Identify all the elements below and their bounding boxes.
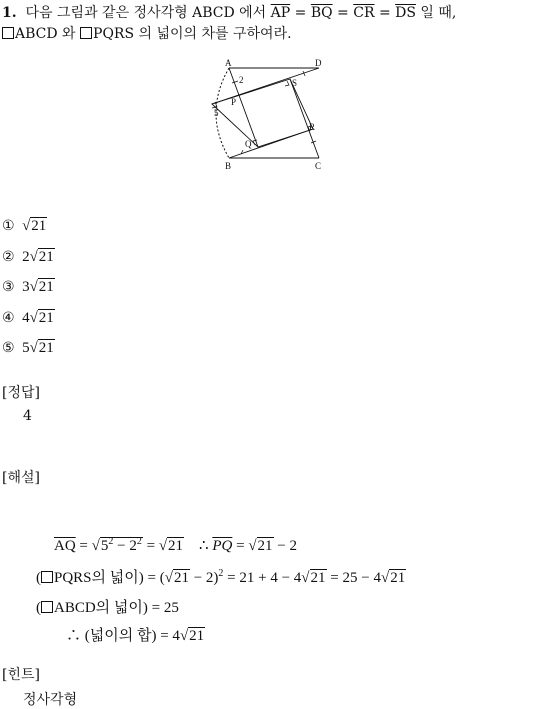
hint-heading: [힌트]: [2, 667, 40, 683]
choice-coefficient: 5: [22, 340, 30, 356]
radicand-2: 2: [129, 538, 137, 554]
result: = 25 − 4: [330, 570, 381, 586]
solution-heading: [해설]: [2, 470, 40, 486]
right-angle-mark-s: [285, 81, 289, 86]
solution-line-3: [36, 596, 179, 617]
label-length-2: 2: [239, 75, 244, 85]
choice-3[interactable]: ③ 3√21: [2, 279, 54, 295]
choice-2[interactable]: ② 2√21: [2, 249, 54, 265]
therefore-symbol: ∴: [199, 538, 209, 554]
open-paren: (: [36, 600, 41, 616]
label-r: R: [309, 122, 316, 132]
choice-coefficient: 4: [22, 310, 30, 326]
choice-4[interactable]: ④ 4√21: [2, 310, 54, 326]
choice-5[interactable]: ⑤ 5√21: [2, 340, 54, 356]
choice-radicand: 21: [38, 340, 54, 356]
equals-sign: =: [378, 5, 391, 21]
geometry-figure: [195, 55, 335, 175]
choice-marker: ②: [2, 249, 15, 265]
tick-mark-ap: [232, 81, 238, 83]
square-pqrs: [212, 79, 316, 147]
radicand-5: 5: [100, 538, 109, 554]
square-symbol: [2, 27, 14, 39]
label-p: P: [231, 97, 237, 107]
choice-coefficient: 3: [22, 279, 30, 295]
segment-ds: $\overline{DS}$: [395, 5, 416, 21]
area-pqrs-label: PQRS의 넓이: [54, 570, 139, 586]
label-length-5: 5: [214, 108, 219, 118]
choice-1[interactable]: ① √21: [2, 218, 47, 234]
square-symbol: [41, 571, 53, 583]
sqrt-21: 21: [310, 570, 326, 586]
choice-marker: ⑤: [2, 340, 15, 356]
therefore-symbol: ∴: [66, 628, 82, 644]
problem-text-square-abcd: ABCD 와: [15, 26, 76, 42]
sqrt-21: 21: [390, 570, 406, 586]
segment-pq: $\overline{PQ}$: [212, 538, 233, 554]
sum-of-areas: (넓이의 합) = 4: [84, 628, 180, 644]
equals-sign: =: [294, 5, 307, 21]
label-c: C: [315, 161, 322, 171]
answer-heading: [정답]: [2, 385, 40, 401]
sqrt-21: 21: [189, 628, 205, 644]
hint-value: 정사각형: [23, 692, 78, 708]
problem-text-square-pqrs: PQRS 의 넓이의 차를 구하여라.: [93, 26, 292, 42]
problem-number: 1.: [2, 5, 17, 21]
segment-aq: $\overline{AQ}$: [54, 538, 76, 554]
solution-line-1: $\overline{AQ} = √5^2 - 2^2 = √21$ ∴ $\overline{PQ} = √21 - 2$: [54, 536, 298, 554]
choice-radicand: 21: [38, 310, 54, 326]
minus-sign: −: [117, 538, 126, 554]
area-abcd-result: ) = 25: [142, 600, 179, 616]
minus-two-paren: − 2): [193, 570, 219, 586]
square-symbol: [80, 27, 92, 39]
open-paren: (: [36, 570, 41, 586]
segment-ap: $\overline{AP}$: [270, 5, 291, 21]
choice-marker: ③: [2, 279, 15, 295]
answer-value: 4: [23, 408, 32, 424]
segment-bq: $\overline{BQ}$: [310, 5, 333, 21]
solution-line-4: ∴ (넓이의 합) = 4√21: [66, 628, 205, 644]
segment-cr: $\overline{CR}$: [353, 5, 375, 21]
equals-sign: =: [236, 538, 245, 554]
close-paren-equals: ) = (: [138, 570, 165, 586]
choice-radicand: 21: [38, 279, 54, 295]
exponent: 2: [218, 568, 224, 579]
choice-radicand: 21: [31, 218, 47, 234]
choice-marker: ④: [2, 310, 15, 326]
exponent: 2: [108, 536, 114, 547]
label-a: A: [225, 58, 232, 68]
area-abcd-label: ABCD의 넓이: [54, 600, 143, 616]
sqrt-21: 21: [168, 538, 184, 554]
sqrt-21: 21: [257, 538, 273, 554]
equals-sign: =: [337, 5, 349, 21]
problem-text-end: 일 때,: [420, 5, 457, 21]
sqrt-21: 21: [173, 570, 189, 586]
expansion: = 21 + 4 − 4: [227, 570, 302, 586]
label-s: S: [292, 78, 298, 88]
line-c-to-s: [290, 79, 319, 158]
problem-line-2: [2, 23, 292, 43]
problem-text: 다음 그림과 같은 정사각형 ABCD 에서: [25, 5, 267, 21]
equals-sign: =: [146, 538, 156, 554]
equals-sign: =: [79, 538, 88, 554]
solution-line-2: ( PQRS의 넓이) = $(√21 - 2)^2 = 21 + 4 - 4√21 = 25 - 4√21$: [36, 568, 406, 586]
label-d: D: [315, 58, 322, 68]
square-symbol: [41, 601, 53, 613]
problem-line-1: [2, 2, 456, 22]
choice-coefficient: 2: [22, 249, 30, 265]
exponent: 2: [136, 536, 142, 547]
label-b: B: [225, 161, 232, 171]
line-a-to-q: [229, 68, 258, 147]
choice-marker: ①: [2, 218, 15, 234]
label-q: Q: [245, 139, 252, 149]
minus-two: − 2: [277, 538, 298, 554]
choice-radicand: 21: [38, 249, 54, 265]
